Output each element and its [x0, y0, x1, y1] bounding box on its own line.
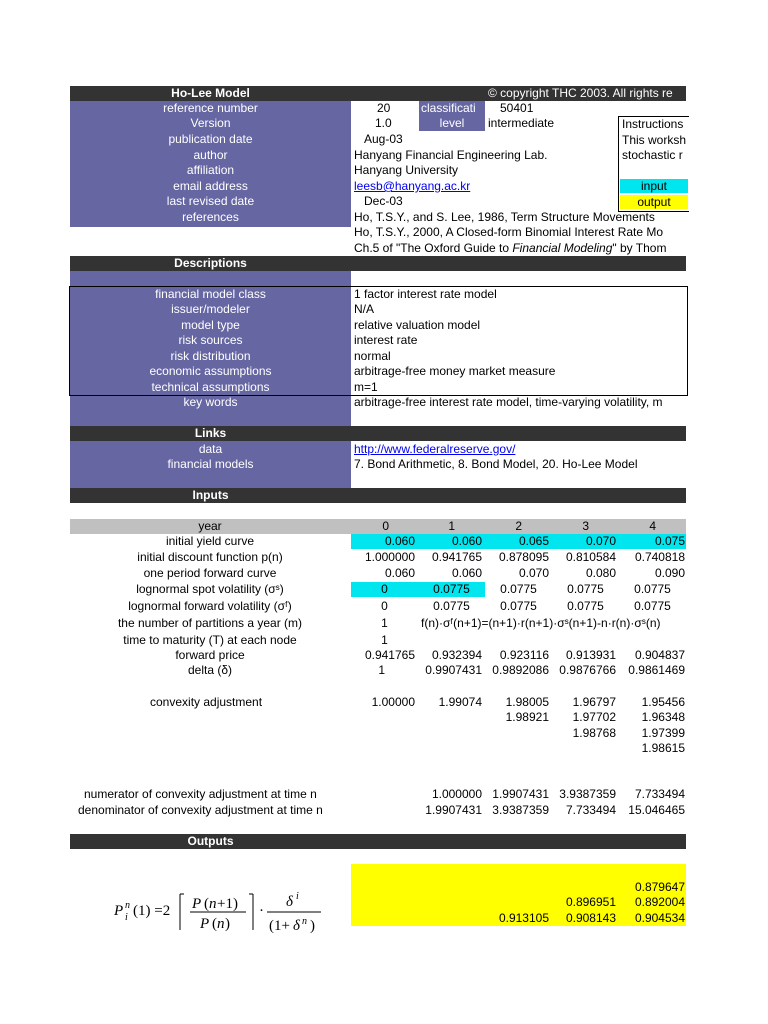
svg-text:): ) [225, 916, 230, 932]
discount-cell: 0.941765 [431, 550, 482, 564]
yield-input-cell[interactable]: 0.065 [518, 534, 549, 548]
convexity-cell: 1.97399 [641, 726, 685, 740]
output-legend-cell: output [620, 195, 688, 209]
year-header: 1 [448, 519, 455, 533]
classification-label-cell [419, 101, 485, 116]
convexity-cell: 1.97702 [572, 710, 616, 724]
model-title: Ho-Lee Model [171, 86, 250, 100]
input-legend-cell: input [620, 179, 688, 193]
year-header: 3 [582, 519, 589, 533]
convexity-cell: 1.99074 [438, 695, 482, 709]
delta-cell: 0.9861469 [628, 663, 685, 677]
denominator-cell: 15.046465 [628, 803, 685, 817]
input-row-label: the number of partitions a year (m) [117, 616, 303, 630]
email-link[interactable]: leesb@hanyang.ac.kr [354, 179, 471, 193]
convexity-cell: 1.98921 [505, 710, 549, 724]
numerator-cell: 7.733494 [634, 787, 685, 801]
description-label: key words [183, 395, 238, 409]
spot-vol-cell: 0.0775 [500, 582, 537, 596]
meta-label: reference number [163, 101, 258, 115]
financial-models-value: 7. Bond Arithmetic, 8. Bond Model, 20. Ho-Lee Model [354, 457, 638, 471]
svg-text:P: P [114, 903, 124, 919]
header-bar [70, 86, 686, 101]
year-header: 0 [382, 519, 389, 533]
numerator-label: numerator of convexity adjustment at time n [84, 787, 317, 801]
convexity-cell: 1.96348 [641, 710, 685, 724]
reference-line [354, 241, 686, 256]
federal-reserve-link[interactable]: http://www.federalreserve.gov/ [354, 442, 516, 456]
link-label: financial models [167, 457, 254, 471]
output-cell: 0.892004 [634, 895, 685, 909]
denominator-label: denominator of convexity adjustment at time n [78, 803, 323, 817]
output-cell: 0.896951 [565, 895, 616, 909]
description-label: financial model class [155, 287, 266, 301]
delta-cell: 0.9892086 [492, 663, 549, 677]
convexity-cell: 1.98615 [641, 741, 685, 755]
author-value: Hanyang Financial Engineering Lab. [354, 148, 548, 162]
svg-text:n: n [125, 900, 130, 911]
year-header: 2 [515, 519, 522, 533]
forward-vol-cell: 0.0775 [634, 599, 671, 613]
outputs-header-bar [70, 834, 686, 849]
reference-text: " by Thom [612, 241, 667, 255]
reference-text: Ch.5 of "The Oxford Guide to [354, 241, 513, 255]
forward-curve-cell: 0.090 [654, 566, 685, 580]
forward-vol-cell: 0.0775 [433, 599, 470, 613]
spot-vol-input-cell[interactable]: 0 [381, 582, 388, 596]
convexity-cell: 1.95456 [641, 695, 685, 709]
forward-curve-cell: 0.080 [585, 566, 616, 580]
input-row-label: initial discount function p(n) [137, 550, 283, 564]
denominator-cell: 1.9907431 [425, 803, 482, 817]
links-header-bar [70, 426, 686, 441]
year-header: 4 [649, 519, 656, 533]
svg-text:(1+: (1+ [269, 918, 290, 934]
svg-text:·: · [259, 903, 264, 919]
input-row-label: time to maturity (T) at each node [123, 633, 297, 647]
input-row-label: one period forward curve [143, 566, 277, 580]
denominator-cell: 7.733494 [565, 803, 616, 817]
description-value: m=1 [354, 380, 378, 394]
svg-text:n: n [302, 916, 307, 927]
inputs-title: Inputs [192, 488, 229, 502]
output-cell: 0.913105 [498, 911, 549, 925]
copyright-notice: © copyright THC 2003. All rights re [488, 86, 673, 100]
instructions-line: Instructions [622, 117, 684, 131]
forward-vol-cell: 0.0775 [500, 599, 537, 613]
svg-text:): ) [310, 918, 315, 934]
publication-date-value: Aug-03 [364, 132, 403, 146]
description-label: issuer/modeler [171, 302, 250, 316]
classification-value: 50401 [500, 101, 534, 115]
forward-curve-cell: 0.060 [451, 566, 482, 580]
numerator-cell: 1.000000 [431, 787, 482, 801]
description-value: relative valuation model [354, 318, 481, 332]
description-value: 1 factor interest rate model [354, 287, 497, 301]
svg-text:+1): +1) [217, 896, 238, 912]
denominator-cell: 3.9387359 [492, 803, 549, 817]
meta-label: author [193, 148, 228, 162]
delta-cell: 0.9907431 [425, 663, 482, 677]
svg-text:(1) =2: (1) =2 [133, 903, 171, 919]
yield-input-cell[interactable]: 0.060 [451, 534, 482, 548]
svg-text:δ: δ [293, 918, 300, 934]
svg-text:δ: δ [286, 894, 293, 910]
svg-text:P: P [200, 916, 210, 932]
links-title: Links [194, 426, 227, 440]
description-label: risk distribution [170, 349, 251, 363]
description-label: risk sources [178, 333, 243, 347]
svg-text:(: ( [204, 896, 209, 912]
forward-vol-cell: 0.0775 [567, 599, 604, 613]
meta-label: publication date [168, 132, 253, 146]
description-value: N/A [354, 302, 375, 316]
discount-cell: 0.810584 [565, 550, 616, 564]
output-cell: 0.908143 [565, 911, 616, 925]
description-value: normal [354, 349, 391, 363]
convexity-label: convexity adjustment [150, 695, 263, 709]
spot-vol-input-cell[interactable]: 0.0775 [433, 582, 470, 596]
spot-vol-cell: 0.0775 [634, 582, 671, 596]
reference-book-title: Financial Modeling [512, 241, 613, 255]
forward-price-cell: 0.923116 [499, 648, 549, 662]
meta-label: email address [173, 179, 248, 193]
output-cell: 0.904534 [634, 911, 685, 925]
affiliation-value: Hanyang University [354, 163, 459, 177]
outputs-title: Outputs [187, 834, 234, 848]
numerator-cell: 3.9387359 [559, 787, 616, 801]
description-value: arbitrage-free money market measure [354, 364, 556, 378]
version-value: 1.0 [375, 116, 392, 130]
reference-line: Ho, T.S.Y., 2000, A Closed-form Binomial Interest Rate Mo [354, 225, 664, 239]
spot-vol-cell: 0.0775 [567, 582, 604, 596]
convexity-cell: 1.96797 [572, 695, 616, 709]
level-value: intermediate [488, 116, 555, 130]
yield-input-cell[interactable]: 0.060 [384, 534, 415, 548]
input-row-label: delta (δ) [187, 663, 233, 677]
output-cell: 0.879647 [634, 880, 685, 894]
yield-input-cell[interactable]: 0.070 [585, 534, 616, 548]
meta-label: affiliation [186, 163, 235, 177]
delta-cell: 0.9876766 [559, 663, 616, 677]
maturity-cell: 1 [381, 633, 388, 647]
level-label-cell [419, 116, 485, 131]
discount-cell: 1.000000 [364, 550, 415, 564]
forward-price-cell: 0.941765 [364, 648, 415, 662]
year-label: year [198, 519, 222, 533]
forward-price-cell: 0.913931 [565, 648, 616, 662]
description-label: technical assumptions [151, 380, 270, 394]
input-row-label: lognormal forward volatility (σᶠ) [128, 599, 292, 613]
volatility-relation-formula: f(n)·σᶠ(n+1)=(n+1)·r(n+1)·σˢ(n+1)-n·r(n)·σˢ(n) [421, 616, 661, 630]
description-label: economic assumptions [149, 364, 272, 378]
meta-label: last revised date [166, 194, 255, 208]
delta-cell: 1 [378, 663, 385, 677]
svg-text:i: i [125, 912, 128, 923]
instructions-line: This worksh [622, 133, 687, 147]
reference-line: Ho, T.S.Y., and S. Lee, 1986, Term Structure Movements [354, 210, 655, 224]
numerator-cell: 1.9907431 [492, 787, 549, 801]
forward-curve-cell: 0.060 [384, 566, 415, 580]
partitions-cell: 1 [381, 616, 388, 630]
last-revised-date-value: Dec-03 [364, 194, 403, 208]
discount-cell: 0.740818 [634, 550, 685, 564]
inputs-header-bar [70, 488, 686, 503]
input-row-label: initial yield curve [165, 534, 255, 548]
descriptions-title: Descriptions [174, 256, 247, 270]
pricing-formula-image [112, 884, 342, 934]
instructions-box [618, 116, 689, 212]
level-label: level [439, 116, 465, 130]
description-label: model type [181, 318, 240, 332]
input-row-label: lognormal spot volatility (σˢ) [136, 582, 284, 596]
meta-label: references [182, 210, 239, 224]
svg-text:n: n [209, 896, 217, 912]
forward-price-cell: 0.904837 [634, 648, 685, 662]
svg-text:n: n [217, 916, 225, 932]
yield-input-cell[interactable]: 0.075 [654, 534, 685, 548]
convexity-cell: 1.98005 [505, 695, 549, 709]
forward-curve-cell: 0.070 [518, 566, 549, 580]
classification-label: classificati [421, 101, 476, 115]
reference-number-value: 20 [377, 101, 391, 115]
discount-cell: 0.878095 [498, 550, 549, 564]
forward-price-cell: 0.932394 [431, 648, 482, 662]
convexity-cell: 1.98768 [572, 726, 616, 740]
instructions-line: stochastic r [622, 148, 683, 162]
link-label: data [198, 442, 223, 456]
svg-text:(: ( [212, 916, 217, 932]
convexity-cell: 1.00000 [371, 695, 415, 709]
description-value: arbitrage-free interest rate model, time-varying volatility, m [354, 395, 663, 409]
forward-vol-cell: 0 [381, 599, 388, 613]
meta-label: Version [190, 116, 231, 130]
input-row-label: forward price [175, 648, 245, 662]
svg-text:P: P [192, 896, 202, 912]
svg-text:i: i [296, 891, 299, 902]
descriptions-header-bar [70, 256, 686, 271]
description-value: interest rate [354, 333, 418, 347]
